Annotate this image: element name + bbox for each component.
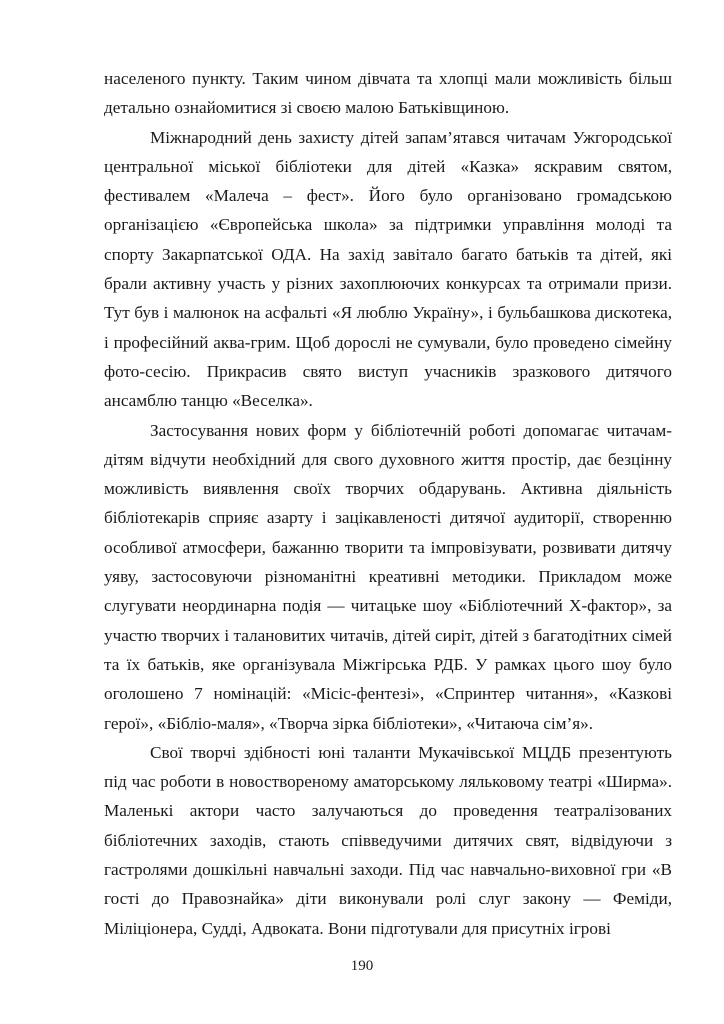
paragraph-1: населеного пункту. Таким чином дівчата та хлопці мали можливість більш детально ознайомитися зі своєю малою Батьківщиною.	[104, 69, 672, 118]
page-number: 190	[350, 958, 374, 974]
body-text	[104, 64, 672, 943]
paragraph-2: Міжнародний день захисту дітей запам’ятався читачам Ужгородської центральної міської бібліотеки для дітей «Казка» яскравим святом, фестивалем «Малеча – фест». Його було організовано громадською організацією «Європейська школа» за підтримки управління молоді та спорту Закарпатської ОДА. На захід завітало багато батьків та дітей, які брали активну участь у різних захоплюючих конкурсах та отримали призи. Тут був і малюнок на асфальті «Я люблю Україну», і бульбашкова дискотека, і професійний аква-грим. Щоб дорослі не сумували, було проведено сімейну фото-сесію. Прикрасив свято виступ учасників зразкового дитячого ансамблю танцю «Веселка».	[104, 127, 672, 411]
paragraph-3: Застосування нових форм у бібліотечній роботі допомагає читачам-дітям відчути необхідний для свого духовного життя простір, дає безцінну можливість виявлення своїх творчих обдарувань. Активна діяльність бібліотекарів сприяє азарту і зацікавленості дитячої аудиторії, створенню особливої атмосфери, бажанню творити та імпровізувати, розвивати дитячу уяву, застосовуючи різноманітні креативні методики. Прикладом може слугувати неординарна подія — читацьке шоу «Бібліотечний Х-фактор», за участю творчих і талановитих читачів, дітей сиріт, дітей з багатодітних сімей та їх батьків, яке організувала Міжгірська РДБ. У рамках цього шоу було оголошено 7 номінацій: «Місіс-фентезі», «Спринтер читання», «Казкові герої», «Бібліо-маля», «Творча зірка бібліотеки», «Читаюча сім’я».	[104, 420, 672, 733]
paragraph-4: Свої творчі здібності юні таланти Мукачівської МЦДБ презентують під час роботи в новоствореному аматорському ляльковому театрі «Ширма». Маленькі актори часто залучаються до проведення театралізованих бібліотечних заходів, стають співведучими дитячих свят, відвідуючи з гастролями дошкільні навчальні заходи. Під час навчально-виховної гри «В гості до Правознайка» діти виконували ролі слуг закону — Феміди, Міліціонера, Судді, Адвоката. Вони підготували для присутніх ігрові	[104, 742, 672, 938]
